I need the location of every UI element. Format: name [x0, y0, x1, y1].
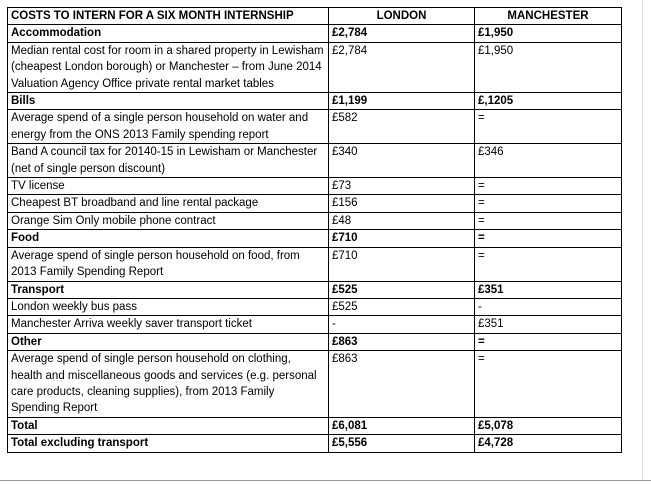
bottom-divider: [0, 480, 651, 481]
row-label: Cheapest BT broadband and line rental package: [8, 195, 329, 212]
section-row-accommodation: [8, 25, 622, 42]
row-label: Median rental cost for room in a shared property in Lewisham (cheapest London borough) or Manchester – from June 2014 Valuation Agency Office private rental market tables: [8, 42, 329, 92]
manchester-value: £5,078: [475, 417, 622, 434]
table-row: [8, 195, 622, 212]
manchester-value: =: [475, 110, 622, 144]
total-row: [8, 417, 622, 434]
section-row-bills: [8, 93, 622, 110]
london-value: £525: [329, 281, 475, 298]
london-value: £525: [329, 298, 475, 315]
section-row-other: [8, 333, 622, 350]
row-label: Average spend of single person household on clothing, health and miscellaneous goods and services (e.g. personal care products, cleaning supplies), from 2013 Family Spending Report: [8, 351, 329, 418]
london-value: £6,081: [329, 417, 475, 434]
london-value: £863: [329, 333, 475, 350]
london-value: £2,784: [329, 25, 475, 42]
section-row-food: [8, 230, 622, 247]
manchester-value: =: [475, 178, 622, 195]
manchester-value: £351: [475, 316, 622, 333]
header-row: [8, 8, 622, 25]
london-value: £710: [329, 247, 475, 281]
manchester-value: £,1205: [475, 93, 622, 110]
row-label: Other: [8, 333, 329, 350]
manchester-value: =: [475, 212, 622, 229]
london-value: -: [329, 316, 475, 333]
manchester-value: =: [475, 247, 622, 281]
row-label: Band A council tax for 20140-15 in Lewisham or Manchester (net of single person discount): [8, 144, 329, 178]
manchester-value: =: [475, 351, 622, 418]
row-label: Food: [8, 230, 329, 247]
manchester-value: =: [475, 195, 622, 212]
page-edge: [642, 0, 643, 480]
table-row: [8, 298, 622, 315]
table-row: [8, 316, 622, 333]
table-row: [8, 212, 622, 229]
london-value: £73: [329, 178, 475, 195]
internship-costs-table: [7, 7, 622, 453]
london-value: £340: [329, 144, 475, 178]
table-row: [8, 144, 622, 178]
london-value: £863: [329, 351, 475, 418]
row-label: Average spend of single person household on food, from 2013 Family Spending Report: [8, 247, 329, 281]
row-label: TV license: [8, 178, 329, 195]
manchester-value: =: [475, 230, 622, 247]
table-row: [8, 42, 622, 92]
row-label: Bills: [8, 93, 329, 110]
london-value: £582: [329, 110, 475, 144]
row-label: Average spend of a single person household on water and energy from the ONS 2013 Family spending report: [8, 110, 329, 144]
manchester-value: =: [475, 333, 622, 350]
table-row: [8, 351, 622, 418]
total-excluding-transport-row: [8, 435, 622, 452]
manchester-value: £1,950: [475, 42, 622, 92]
row-label: London weekly bus pass: [8, 298, 329, 315]
row-label: Total excluding transport: [8, 435, 329, 452]
london-value: £710: [329, 230, 475, 247]
header-london: LONDON: [329, 8, 475, 25]
manchester-value: £351: [475, 281, 622, 298]
row-label: Orange Sim Only mobile phone contract: [8, 212, 329, 229]
london-value: £156: [329, 195, 475, 212]
manchester-value: £1,950: [475, 25, 622, 42]
table-row: [8, 178, 622, 195]
manchester-value: £346: [475, 144, 622, 178]
london-value: £5,556: [329, 435, 475, 452]
table-row: [8, 110, 622, 144]
row-label: Total: [8, 417, 329, 434]
table-row: [8, 247, 622, 281]
row-label: Accommodation: [8, 25, 329, 42]
london-value: £2,784: [329, 42, 475, 92]
manchester-value: £4,728: [475, 435, 622, 452]
header-label: COSTS TO INTERN FOR A SIX MONTH INTERNSHIP: [8, 8, 329, 25]
header-manchester: MANCHESTER: [475, 8, 622, 25]
london-value: £1,199: [329, 93, 475, 110]
section-row-transport: [8, 281, 622, 298]
london-value: £48: [329, 212, 475, 229]
row-label: Manchester Arriva weekly saver transport ticket: [8, 316, 329, 333]
row-label: Transport: [8, 281, 329, 298]
manchester-value: -: [475, 298, 622, 315]
